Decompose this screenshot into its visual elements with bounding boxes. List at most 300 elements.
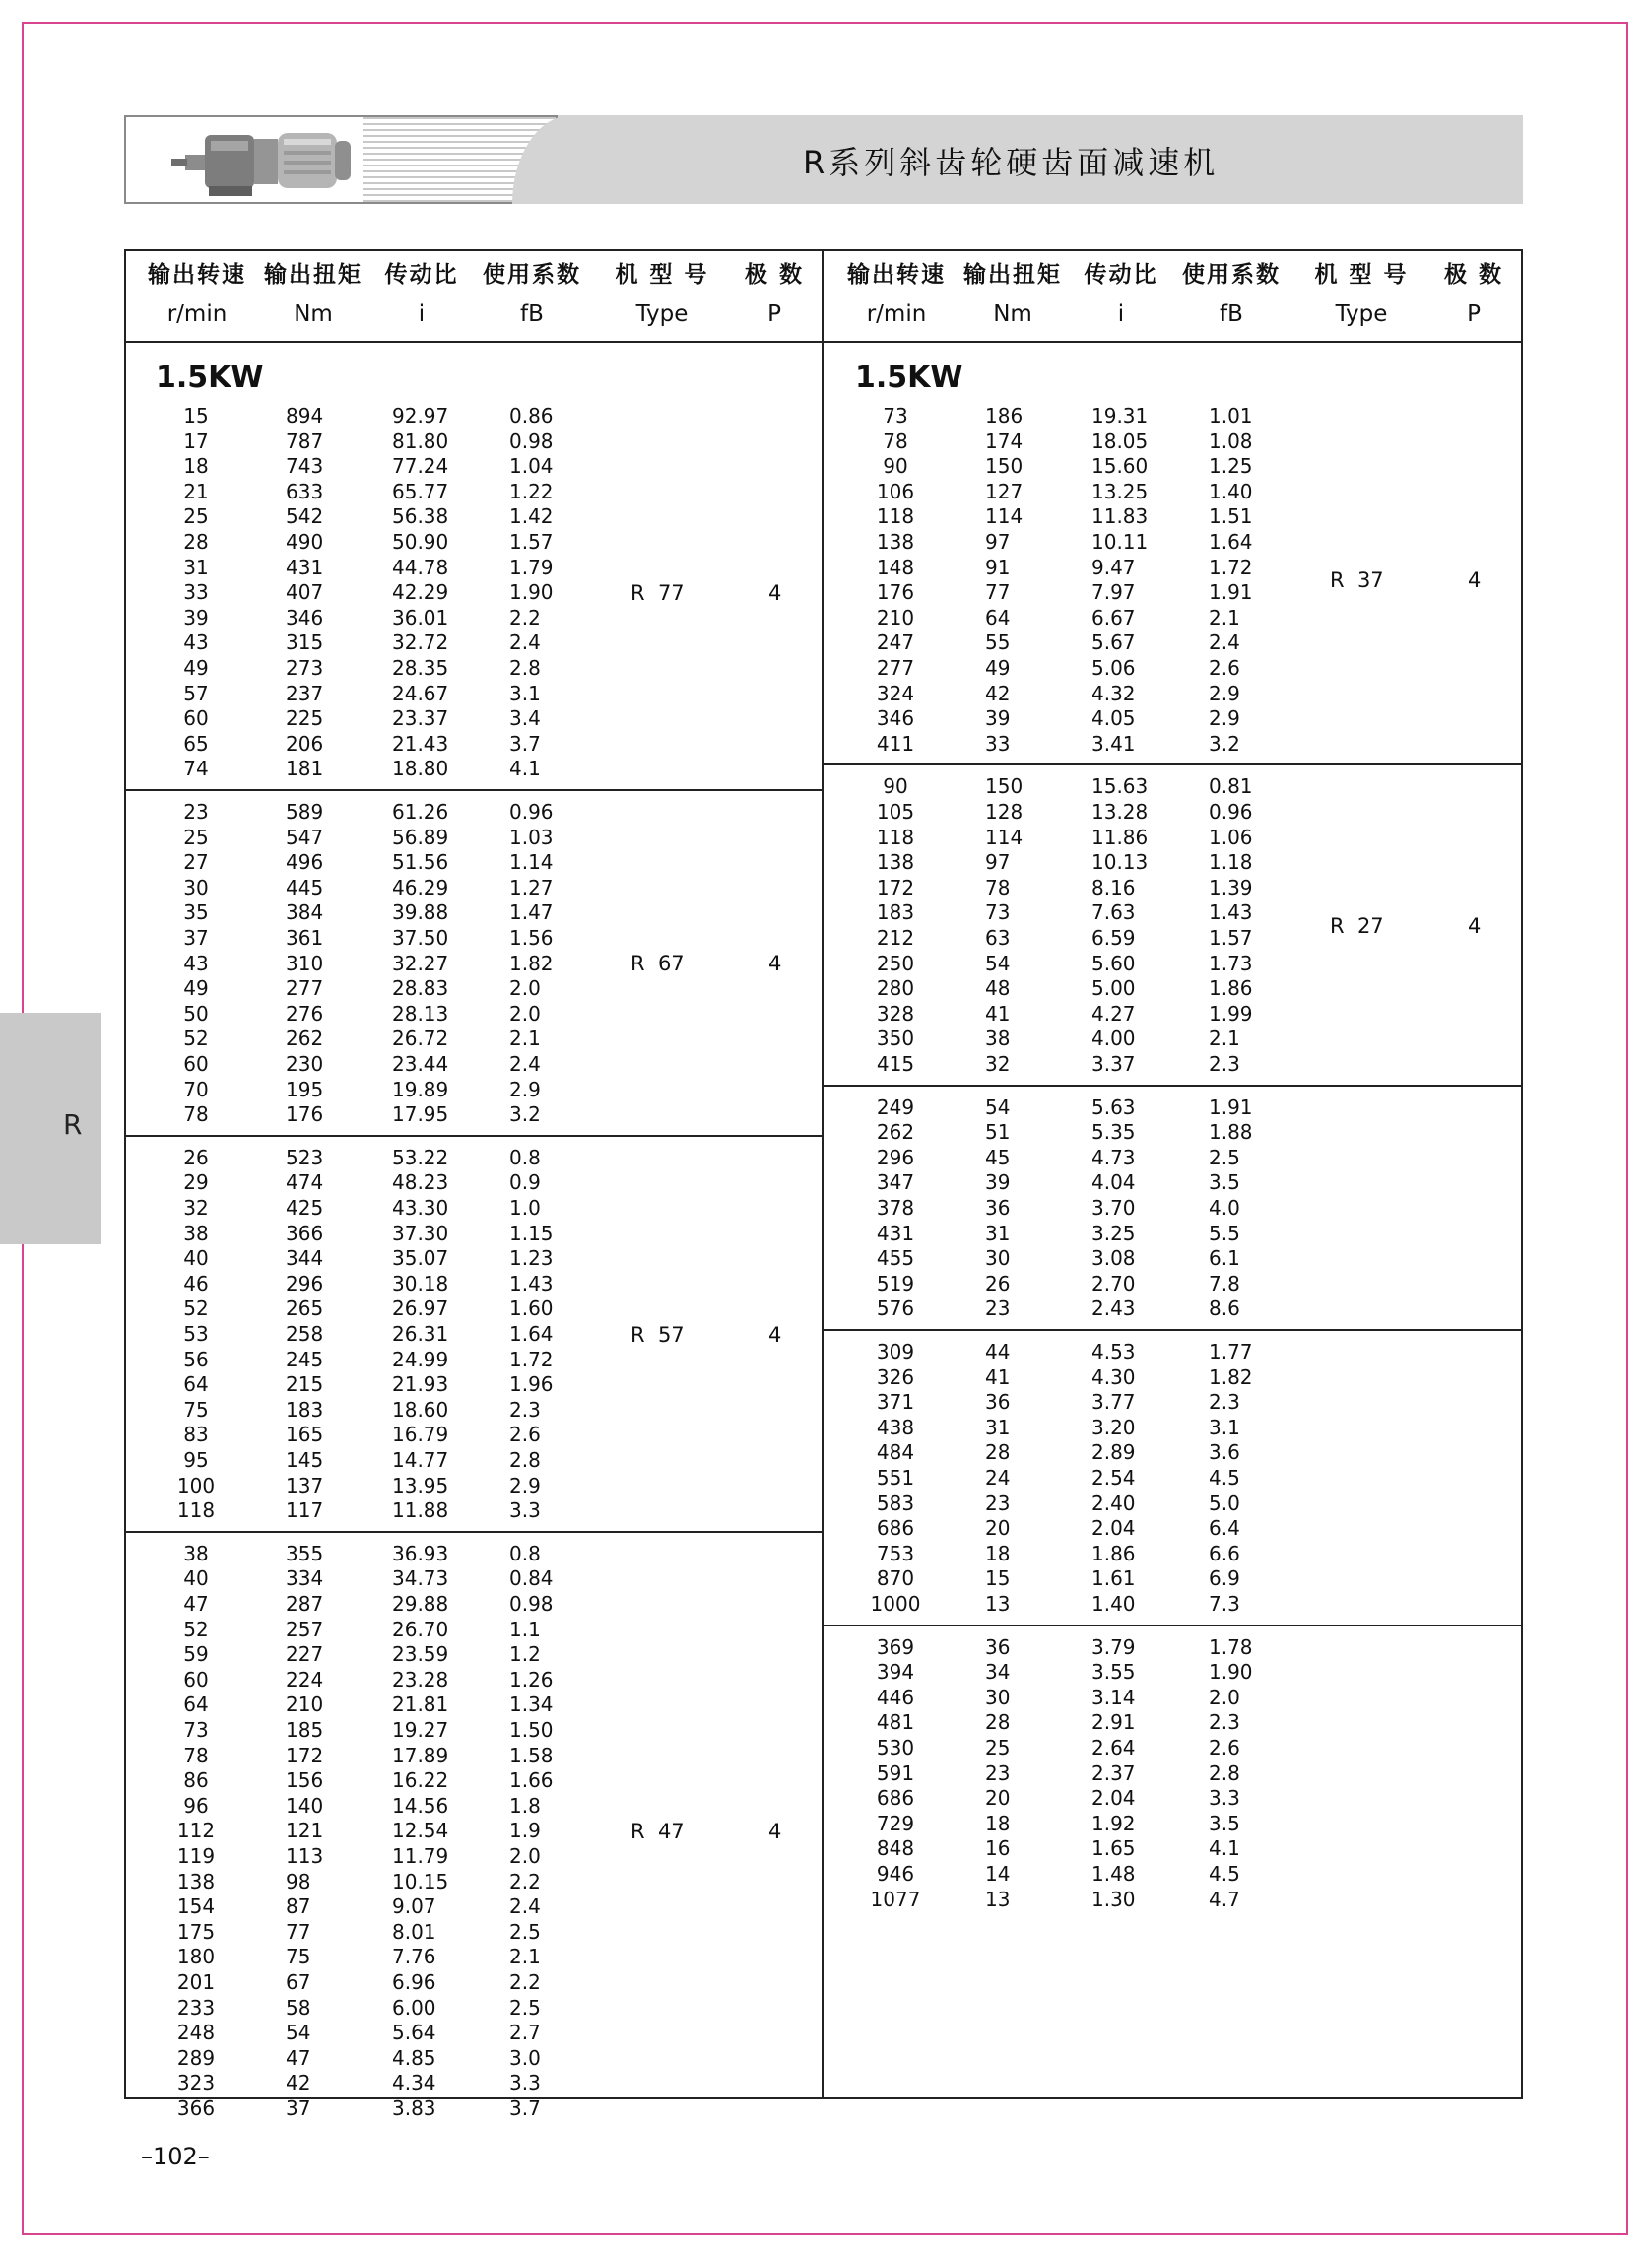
- ratio-cell: 2.64: [1091, 1736, 1136, 1759]
- table-row: [699, 1710, 1389, 1736]
- table-row: [699, 1002, 1389, 1028]
- service-factor-cell: 0.84: [509, 1566, 554, 1591]
- service-factor-cell: 1.82: [509, 951, 554, 975]
- torque-cell: 37: [286, 2096, 311, 2120]
- speed-cell: 210: [876, 605, 915, 630]
- ratio-cell: 5.64: [392, 2021, 436, 2045]
- ratio-cell: 65.77: [392, 479, 449, 503]
- header-col-3-zh: 传动比: [1084, 262, 1158, 288]
- speed-cell: 37: [183, 926, 209, 950]
- torque-cell: 63: [985, 926, 1011, 950]
- table-row: [699, 774, 1389, 800]
- speed-cell: 64: [183, 1693, 209, 1717]
- torque-cell: 114: [985, 825, 1024, 849]
- torque-cell: 195: [286, 1077, 324, 1101]
- table-row: [699, 1146, 1389, 1171]
- header-col-5-en: Type: [635, 301, 689, 327]
- torque-cell: 36: [985, 1196, 1011, 1220]
- ratio-cell: 14.77: [392, 1448, 449, 1472]
- ratio-cell: 1.92: [1091, 1811, 1136, 1835]
- service-factor-cell: 3.0: [509, 2045, 541, 2070]
- torque-cell: 227: [286, 1642, 324, 1667]
- torque-cell: 77: [985, 580, 1011, 605]
- ratio-cell: 15.63: [1091, 774, 1149, 799]
- torque-cell: 156: [286, 1768, 324, 1793]
- speed-cell: 60: [183, 706, 209, 731]
- table-row: [0, 2071, 690, 2096]
- service-factor-cell: 6.6: [1209, 1541, 1240, 1565]
- service-factor-cell: 3.5: [1209, 1170, 1240, 1195]
- ratio-cell: 39.88: [392, 900, 449, 925]
- speed-cell: 105: [876, 800, 915, 824]
- torque-cell: 28: [985, 1710, 1011, 1735]
- ratio-cell: 81.80: [392, 429, 449, 453]
- ratio-cell: 18.80: [392, 757, 449, 781]
- ratio-cell: 32.27: [392, 951, 449, 975]
- speed-cell: 75: [183, 1397, 209, 1422]
- ratio-cell: 2.70: [1091, 1271, 1136, 1295]
- torque-cell: 114: [985, 504, 1024, 529]
- speed-cell: 138: [876, 530, 915, 554]
- ratio-cell: 3.55: [1091, 1660, 1136, 1685]
- service-factor-cell: 1.51: [1209, 504, 1253, 529]
- right-power-label: 1.5KW: [855, 361, 963, 395]
- torque-cell: 128: [985, 800, 1024, 824]
- speed-cell: 118: [876, 825, 915, 849]
- service-factor-cell: 5.0: [1209, 1491, 1240, 1515]
- service-factor-cell: 2.9: [509, 1473, 541, 1497]
- service-factor-cell: 1.91: [1209, 1095, 1253, 1119]
- table-row: [0, 1246, 690, 1272]
- torque-cell: 48: [985, 976, 1011, 1001]
- ratio-cell: 3.79: [1091, 1634, 1136, 1659]
- table-row: [0, 1398, 690, 1424]
- speed-cell: 38: [183, 1541, 209, 1565]
- section-tab-label: R: [63, 1108, 83, 1141]
- service-factor-cell: 1.99: [1209, 1001, 1253, 1026]
- table-row: [0, 900, 690, 926]
- ratio-cell: 4.27: [1091, 1001, 1136, 1026]
- ratio-cell: 1.48: [1091, 1862, 1136, 1886]
- torque-cell: 315: [286, 631, 324, 655]
- speed-cell: 378: [876, 1196, 915, 1220]
- table-row: [699, 1196, 1389, 1222]
- speed-cell: 481: [876, 1710, 915, 1735]
- torque-cell: 51: [985, 1120, 1011, 1145]
- ratio-cell: 2.54: [1091, 1466, 1136, 1490]
- ratio-cell: 5.60: [1091, 951, 1136, 975]
- table-row: [0, 1348, 690, 1373]
- table-row: [0, 1170, 690, 1196]
- table-row: [0, 876, 690, 901]
- ratio-cell: 23.37: [392, 706, 449, 731]
- ratio-cell: 12.54: [392, 1819, 449, 1843]
- ratio-cell: 48.23: [392, 1170, 449, 1195]
- table-row: [0, 1498, 690, 1524]
- ratio-cell: 26.97: [392, 1296, 449, 1321]
- table-row: [0, 1196, 690, 1222]
- service-factor-cell: 4.0: [1209, 1196, 1240, 1220]
- speed-cell: 83: [183, 1423, 209, 1447]
- table-row: [699, 1466, 1389, 1492]
- table-row: [0, 850, 690, 876]
- header-col-4: [1162, 262, 1300, 327]
- table-row: [0, 580, 690, 606]
- right-group-1-poles: 4: [1468, 568, 1482, 593]
- header-col-6-en: P: [767, 301, 781, 327]
- speed-cell: 64: [183, 1372, 209, 1397]
- table-row: [0, 952, 690, 977]
- table-row: [699, 1888, 1389, 1913]
- ratio-cell: 9.47: [1091, 555, 1136, 579]
- service-factor-cell: 3.1: [509, 681, 541, 705]
- torque-cell: 174: [985, 429, 1024, 453]
- speed-cell: 946: [876, 1862, 915, 1886]
- service-factor-cell: 3.2: [509, 1102, 541, 1127]
- speed-cell: 96: [183, 1793, 209, 1818]
- table-row: [699, 1340, 1389, 1365]
- ratio-cell: 1.61: [1091, 1566, 1136, 1591]
- torque-cell: 894: [286, 404, 324, 428]
- speed-cell: 438: [876, 1415, 915, 1439]
- table-row: [699, 1786, 1389, 1812]
- torque-cell: 78: [985, 875, 1011, 899]
- torque-cell: 230: [286, 1052, 324, 1076]
- torque-cell: 73: [985, 900, 1011, 925]
- service-factor-cell: 1.43: [509, 1271, 554, 1295]
- header-col-2-zh: 输出扭矩: [264, 262, 363, 288]
- torque-cell: 407: [286, 580, 324, 605]
- ratio-cell: 3.41: [1091, 731, 1136, 756]
- torque-cell: 183: [286, 1397, 324, 1422]
- speed-cell: 95: [183, 1448, 209, 1472]
- table-row: [699, 606, 1389, 631]
- torque-cell: 137: [286, 1473, 324, 1497]
- speed-cell: 233: [176, 1995, 216, 2020]
- service-factor-cell: 2.4: [1209, 631, 1240, 655]
- table-row: [699, 850, 1389, 876]
- speed-cell: 46: [183, 1271, 209, 1295]
- service-factor-cell: 3.7: [509, 2096, 541, 2120]
- service-factor-cell: 3.6: [1209, 1440, 1240, 1465]
- torque-cell: 23: [985, 1491, 1011, 1515]
- service-factor-cell: 8.6: [1209, 1296, 1240, 1321]
- torque-cell: 237: [286, 681, 324, 705]
- service-factor-cell: 0.96: [1209, 800, 1253, 824]
- header-col-1-zh: 输出转速: [847, 262, 946, 288]
- ratio-cell: 50.90: [392, 530, 449, 554]
- header-col-6: [1405, 262, 1543, 327]
- service-factor-cell: 1.9: [509, 1819, 541, 1843]
- ratio-cell: 2.43: [1091, 1296, 1136, 1321]
- speed-cell: 30: [183, 875, 209, 899]
- table-row: [0, 556, 690, 581]
- ratio-cell: 10.13: [1091, 850, 1149, 875]
- ratio-cell: 4.53: [1091, 1340, 1136, 1363]
- torque-cell: 91: [985, 555, 1011, 579]
- service-factor-cell: 1.39: [1209, 875, 1253, 899]
- left-group-1-type: R 77: [630, 581, 685, 605]
- table-row: [0, 454, 690, 480]
- service-factor-cell: 1.47: [509, 900, 554, 925]
- ratio-cell: 23.59: [392, 1642, 449, 1667]
- right-group-separator: [824, 1085, 1523, 1087]
- table-row: [699, 1416, 1389, 1441]
- table-row: [0, 1423, 690, 1448]
- torque-cell: 77: [286, 1919, 311, 1944]
- torque-cell: 121: [286, 1819, 324, 1843]
- table-row: [699, 1440, 1389, 1466]
- service-factor-cell: 2.5: [1209, 1145, 1240, 1169]
- torque-cell: 14: [985, 1862, 1011, 1886]
- service-factor-cell: 1.72: [1209, 555, 1253, 579]
- table-row: [0, 606, 690, 631]
- header-col-4-zh: 使用系数: [1182, 262, 1281, 288]
- service-factor-cell: 1.01: [1209, 404, 1253, 428]
- torque-cell: 186: [985, 404, 1024, 428]
- speed-cell: 175: [176, 1919, 216, 1944]
- speed-cell: 57: [183, 681, 209, 705]
- ratio-cell: 13.28: [1091, 800, 1149, 824]
- torque-cell: 24: [985, 1466, 1011, 1490]
- ratio-cell: 36.01: [392, 605, 449, 630]
- speed-cell: 176: [876, 580, 915, 605]
- service-factor-cell: 1.08: [1209, 429, 1253, 453]
- ratio-cell: 8.16: [1091, 875, 1136, 899]
- torque-cell: 185: [286, 1718, 324, 1742]
- speed-cell: 15: [183, 404, 209, 428]
- ratio-cell: 19.31: [1091, 404, 1149, 428]
- speed-cell: 551: [876, 1466, 915, 1490]
- ratio-cell: 11.79: [392, 1844, 449, 1868]
- torque-cell: 32: [985, 1052, 1011, 1076]
- table-row: [0, 1794, 690, 1820]
- torque-cell: 257: [286, 1617, 324, 1641]
- service-factor-cell: 2.4: [509, 1052, 541, 1076]
- torque-cell: 54: [286, 2021, 311, 2045]
- left-power-label: 1.5KW: [156, 361, 264, 395]
- service-factor-cell: 2.0: [509, 1844, 541, 1868]
- service-factor-cell: 2.9: [509, 1077, 541, 1101]
- table-row: [0, 1448, 690, 1474]
- ratio-cell: 30.18: [392, 1271, 449, 1295]
- speed-cell: 53: [183, 1322, 209, 1346]
- table-row: [699, 1365, 1389, 1391]
- ratio-cell: 10.11: [1091, 530, 1149, 554]
- table-row: [699, 732, 1389, 758]
- speed-cell: 183: [876, 900, 915, 925]
- table-row: [0, 1272, 690, 1297]
- service-factor-cell: 2.9: [1209, 681, 1240, 705]
- speed-cell: 394: [876, 1660, 915, 1685]
- service-factor-cell: 2.1: [1209, 1027, 1240, 1051]
- speed-cell: 350: [876, 1027, 915, 1051]
- speed-cell: 328: [876, 1001, 915, 1026]
- speed-cell: 106: [876, 479, 915, 503]
- speed-cell: 326: [876, 1364, 915, 1389]
- ratio-cell: 19.89: [392, 1077, 449, 1101]
- service-factor-cell: 2.0: [509, 1001, 541, 1026]
- speed-cell: 250: [876, 951, 915, 975]
- service-factor-cell: 1.34: [509, 1693, 554, 1717]
- ratio-cell: 77.24: [392, 454, 449, 479]
- service-factor-cell: 1.79: [509, 555, 554, 579]
- service-factor-cell: 1.40: [1209, 479, 1253, 503]
- torque-cell: 633: [286, 479, 324, 503]
- service-factor-cell: 2.8: [509, 1448, 541, 1472]
- speed-cell: 56: [183, 1347, 209, 1371]
- table-row: [0, 2096, 690, 2122]
- torque-cell: 97: [985, 850, 1011, 875]
- speed-cell: 248: [176, 2021, 216, 2045]
- ratio-cell: 3.25: [1091, 1221, 1136, 1245]
- service-factor-cell: 3.1: [1209, 1415, 1240, 1439]
- ratio-cell: 3.77: [1091, 1390, 1136, 1415]
- service-factor-cell: 3.2: [1209, 731, 1240, 756]
- header-col-1-en: r/min: [866, 301, 927, 327]
- torque-cell: 547: [286, 825, 324, 849]
- service-factor-cell: 1.50: [509, 1718, 554, 1742]
- header-col-3-en: i: [1117, 301, 1125, 327]
- table-row: [0, 926, 690, 952]
- speed-cell: 296: [876, 1145, 915, 1169]
- service-factor-cell: 2.3: [1209, 1052, 1240, 1076]
- speed-cell: 28: [183, 530, 209, 554]
- service-factor-cell: 1.04: [509, 454, 554, 479]
- service-factor-cell: 1.77: [1209, 1340, 1253, 1363]
- header-col-6-en: P: [1467, 301, 1481, 327]
- table-row: [0, 706, 690, 732]
- torque-cell: 34: [985, 1660, 1011, 1685]
- table-row: [699, 976, 1389, 1002]
- ratio-cell: 4.32: [1091, 681, 1136, 705]
- torque-cell: 55: [985, 631, 1011, 655]
- torque-cell: 30: [985, 1246, 1011, 1271]
- service-factor-cell: 2.3: [1209, 1710, 1240, 1735]
- service-factor-cell: 0.96: [509, 800, 554, 824]
- header-col-5-zh: 机 型 号: [1314, 262, 1409, 288]
- table-row: [0, 1920, 690, 1946]
- service-factor-cell: 0.86: [509, 404, 554, 428]
- table-row: [0, 826, 690, 851]
- ratio-cell: 15.60: [1091, 454, 1149, 479]
- table-row: [699, 1052, 1389, 1078]
- table-row: [0, 1970, 690, 1996]
- torque-cell: 258: [286, 1322, 324, 1346]
- service-factor-cell: 2.6: [1209, 1736, 1240, 1759]
- ratio-cell: 3.20: [1091, 1415, 1136, 1439]
- ratio-cell: 53.22: [392, 1145, 449, 1169]
- table-row: [0, 1744, 690, 1769]
- torque-cell: 42: [286, 2071, 311, 2095]
- speed-cell: 201: [176, 1970, 216, 1994]
- table-row: [0, 1474, 690, 1499]
- torque-cell: 36: [985, 1634, 1011, 1659]
- product-photo: [124, 115, 558, 204]
- table-row: [0, 1996, 690, 2022]
- service-factor-cell: 1.57: [509, 530, 554, 554]
- speed-cell: 90: [883, 454, 908, 479]
- table-row: [699, 1095, 1389, 1121]
- speed-cell: 591: [876, 1760, 915, 1785]
- table-row: [0, 1146, 690, 1171]
- torque-cell: 245: [286, 1347, 324, 1371]
- torque-cell: 310: [286, 951, 324, 975]
- torque-cell: 181: [286, 757, 324, 781]
- service-factor-cell: 6.4: [1209, 1516, 1240, 1541]
- ratio-cell: 6.96: [392, 1970, 436, 1994]
- table-row: [699, 556, 1389, 581]
- table-row: [699, 706, 1389, 732]
- table-row: [0, 1102, 690, 1128]
- speed-cell: 43: [183, 631, 209, 655]
- torque-cell: 113: [286, 1844, 324, 1868]
- speed-cell: 415: [876, 1052, 915, 1076]
- ratio-cell: 5.67: [1091, 631, 1136, 655]
- speed-cell: 324: [876, 681, 915, 705]
- torque-cell: 425: [286, 1196, 324, 1220]
- table-row: [699, 800, 1389, 826]
- service-factor-cell: 3.5: [1209, 1811, 1240, 1835]
- table-row: [0, 1870, 690, 1895]
- ratio-cell: 16.22: [392, 1768, 449, 1793]
- speed-cell: 40: [183, 1566, 209, 1591]
- ratio-cell: 24.99: [392, 1347, 449, 1371]
- speed-cell: 484: [876, 1440, 915, 1465]
- service-factor-cell: 7.8: [1209, 1271, 1240, 1295]
- table-row: [699, 826, 1389, 851]
- table-row: [0, 800, 690, 826]
- left-group-4-type: R 47: [630, 1820, 685, 1844]
- torque-cell: 225: [286, 706, 324, 731]
- speed-cell: 289: [176, 2045, 216, 2070]
- table-row: [699, 504, 1389, 530]
- service-factor-cell: 2.2: [509, 1869, 541, 1893]
- speed-cell: 431: [876, 1221, 915, 1245]
- ratio-cell: 2.37: [1091, 1760, 1136, 1785]
- table-row: [699, 1566, 1389, 1592]
- table-row: [0, 430, 690, 455]
- speed-cell: 309: [876, 1340, 915, 1363]
- speed-cell: 60: [183, 1052, 209, 1076]
- torque-cell: 474: [286, 1170, 324, 1195]
- service-factor-cell: 2.5: [509, 1995, 541, 2020]
- ratio-cell: 4.00: [1091, 1027, 1136, 1051]
- speed-cell: 530: [876, 1736, 915, 1759]
- table-row: [699, 1170, 1389, 1196]
- ratio-cell: 5.35: [1091, 1120, 1136, 1145]
- torque-cell: 265: [286, 1296, 324, 1321]
- speed-cell: 26: [183, 1145, 209, 1169]
- torque-cell: 25: [985, 1736, 1011, 1759]
- torque-cell: 44: [985, 1340, 1011, 1363]
- ratio-cell: 46.29: [392, 875, 449, 899]
- torque-cell: 33: [985, 731, 1011, 756]
- service-factor-cell: 3.7: [509, 731, 541, 756]
- ratio-cell: 4.73: [1091, 1145, 1136, 1169]
- torque-cell: 13: [985, 1887, 1011, 1911]
- table-row: [699, 480, 1389, 505]
- table-row: [699, 1246, 1389, 1272]
- service-factor-cell: 0.8: [509, 1145, 541, 1169]
- table-row: [0, 732, 690, 758]
- speed-cell: 180: [176, 1945, 216, 1969]
- service-factor-cell: 2.1: [509, 1945, 541, 1969]
- torque-cell: 38: [985, 1027, 1011, 1051]
- torque-cell: 18: [985, 1811, 1011, 1835]
- torque-cell: 176: [286, 1102, 324, 1127]
- table-row: [699, 1736, 1389, 1761]
